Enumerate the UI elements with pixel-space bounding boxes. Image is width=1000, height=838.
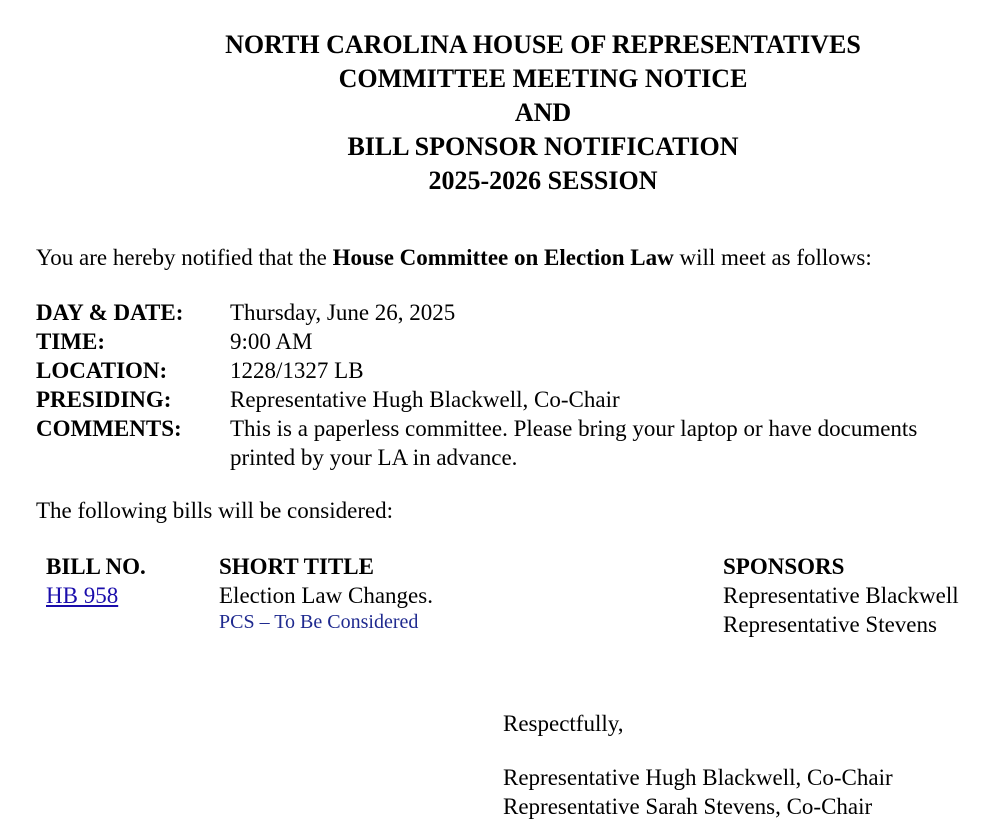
time-row [36, 327, 986, 356]
day-date-label: DAY & DATE: [36, 300, 184, 325]
time-value: 9:00 AM [230, 329, 313, 354]
day-date-row [36, 298, 986, 327]
pcs-note: PCS – To Be Considered [219, 611, 419, 633]
time-label: TIME: [36, 329, 105, 354]
intro-suffix: will meet as follows: [673, 245, 872, 270]
sponsors-column [723, 552, 959, 639]
header-title-line-5: 2025-2026 SESSION [428, 166, 658, 195]
header-title-line-4: BILL SPONSOR NOTIFICATION [347, 132, 739, 161]
committee-name: House Committee on Election Law [332, 245, 674, 270]
header-title-line-3: AND [514, 98, 572, 127]
location-value: 1228/1327 LB [230, 358, 364, 383]
notice-header [90, 28, 996, 198]
bill-short-title: Election Law Changes. [219, 583, 433, 608]
intro-prefix: You are hereby notified that the [36, 245, 333, 270]
short-title-column [219, 552, 433, 634]
closing-salutation: Respectfully, [503, 711, 624, 736]
presiding-label: PRESIDING: [36, 387, 172, 412]
presiding-value: Representative Hugh Blackwell, Co-Chair [230, 387, 620, 412]
signer-name: Representative Sarah Stevens, Co-Chair [503, 794, 873, 819]
meeting-details [36, 298, 986, 472]
signature-block [503, 763, 893, 821]
comments-label: COMMENTS: [36, 416, 182, 441]
bill-no-column [46, 552, 146, 610]
signer-name: Representative Hugh Blackwell, Co-Chair [503, 765, 893, 790]
short-title-header: SHORT TITLE [219, 554, 374, 579]
sponsor-name: Representative Stevens [723, 612, 937, 637]
bill-link-hb958[interactable]: HB 958 [46, 583, 119, 608]
sponsor-name: Representative Blackwell [723, 583, 959, 608]
header-title-line-1: NORTH CAROLINA HOUSE OF REPRESENTATIVES [225, 30, 861, 59]
presiding-row [36, 385, 986, 414]
intro-paragraph [36, 245, 872, 271]
location-row [36, 356, 986, 385]
comments-value: This is a paperless committee. Please bring your laptop or have documents printed by your LA in advance. [230, 416, 918, 470]
location-label: LOCATION: [36, 358, 168, 383]
bill-no-header: BILL NO. [46, 554, 146, 579]
day-date-value: Thursday, June 26, 2025 [230, 300, 456, 325]
bills-intro: The following bills will be considered: [36, 498, 394, 523]
header-title-line-2: COMMITTEE MEETING NOTICE [338, 64, 748, 93]
sponsors-header: SPONSORS [723, 554, 845, 579]
comments-row [36, 414, 986, 472]
